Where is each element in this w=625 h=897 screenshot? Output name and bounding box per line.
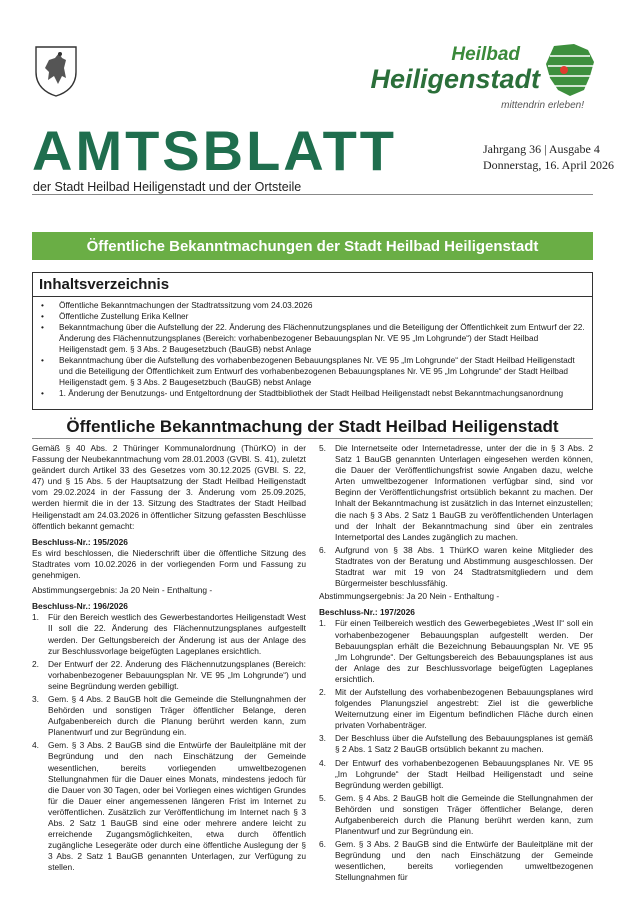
list-item: 4. Gem. § 3 Abs. 2 BauGB sind die Entwürfe der Bauleitpläne mit der Begründung und den nach Einschätzung der Gemeinde wesentlichen, bereits vorliegenden umweltbezogenen Stellungnahmen für die Dauer eines Monats, mindestens jedoch für die Dauer von 30 Tagen, oder bei Vorliegen eines wichtigen Grundes für die Dauer einer angemessenen längeren Frist im Internet zu veröffentlichen. Zusätzlich zur Veröffentlichung im Internet nach § 3 Abs. 2 Satz 1 BauGB sind eine oder mehrere andere leicht zu erreichende Zugangsmöglichkeiten, etwa durch öffentlich zugängliche Lesegeräte oder durch eine öffentliche Auslegung der § 3 Abs. 2 Satz 1 BauGB genannten Unterlagen, zur Verfügung zu stellen. bbox=[32, 740, 306, 873]
toc-item: • Bekanntmachung über die Aufstellung der 22. Änderung des Flächennutzungsplanes und die Beteiligung der Öffentlichkeit zum Entwurf der 22. Änderung des Flächennutzungsplanes (Bereich: vorhabenbezogener Bebauungsplan Nr. VE 95 „Im Lohgrunde“) der Stadt Heilbad Heiligenstadt gem. § 3 Abs. 2 Baugesetzbuch (BauGB) nebst Anlage bbox=[41, 322, 586, 355]
list-item: 5. Die Internetseite oder Internetadresse, unter der die in § 3 Abs. 2 Satz 1 BauGB genannten Unterlagen eingesehen werden können, die Dauer der Veröffentlichungsfrist sowie Angaben dazu, welche Arten umweltbezogener Informationen verfügbar sind, sind vor Beginn der Veröffentlichungsfrist ortsüblich bekannt zu machen. Der Inhalt der Bekanntmachung ist zusätzlich in das Internet einzustellen; die nach § 3 Abs. 2 Satz 1 BauGB zu veröffentlichenden Unterlagen und der Inhalt der Bekanntmachung sind über ein zentrales Internetportal des Landes zugänglich zu machen. bbox=[319, 443, 593, 542]
list-item: 5. Gem. § 4 Abs. 2 BauGB holt die Gemeinde die Stellungnahmen der Behörden und sonstigen Träger öffentlicher Belange, deren Aufgabenbereich durch die Planung berührt werden kann, zum Planentwurf und zur Begründung ein. bbox=[319, 792, 593, 837]
thuringia-map-icon bbox=[544, 42, 596, 98]
resolution-197-list bbox=[319, 618, 593, 883]
masthead-subtitle: der Stadt Heilbad Heiligenstadt und der Ortsteile bbox=[33, 180, 302, 194]
list-item: 3. Der Beschluss über die Aufstellung des Bebauungsplanes ist gemäß § 2 Abs. 1 Satz 2 BauGB ortsüblich bekannt zu machen. bbox=[319, 733, 593, 755]
resolution-197-heading: Beschluss-Nr.: 197/2026 bbox=[319, 607, 415, 618]
article-divider bbox=[32, 438, 593, 439]
resolution-195-text: Es wird beschlossen, die Niederschrift über die öffentliche Sitzung des Stadtrates vom 10.02.2026 in der vorliegenden Form und Fassung zu genehmigen. bbox=[32, 547, 306, 581]
resolution-195-heading: Beschluss-Nr.: 195/2026 bbox=[32, 536, 128, 547]
issue-volume: Jahrgang 36 | Ausgabe 4 bbox=[483, 142, 600, 156]
logo-heilbad: Heilbad bbox=[451, 44, 520, 65]
issue-info bbox=[483, 141, 614, 173]
list-item: 2. Mit der Aufstellung des vorhabenbezogenen Bebauungsplanes wird folgendes Planungsziel angestrebt: Ziel ist die gewerbliche Weiternutzung einer im Eigentum befindlichen Fläche durch einen privaten Vorhabenträger. bbox=[319, 686, 593, 731]
section-banner: Öffentliche Bekanntmachungen der Stadt Heilbad Heiligenstadt bbox=[32, 232, 593, 260]
toc-item: • Öffentliche Zustellung Erika Kellner bbox=[41, 311, 586, 322]
toc-item: • Öffentliche Bekanntmachungen der Stadtratssitzung vom 24.03.2026 bbox=[41, 300, 586, 311]
list-item: 6. Gem. § 3 Abs. 2 BauGB sind die Entwürfe der Bauleitpläne mit der Begründung und den nach Einschätzung der Gemeinde wesentlichen, bereits vorliegenden umweltbezogenen Stellungnahmen für bbox=[319, 839, 593, 883]
article-intro: Gemäß § 40 Abs. 2 Thüringer Kommunalordnung (ThürKO) in der Fassung der Neubekanntmachung vom 28.01.2003 (GVBl. S. 41), zuletzt geändert durch Artikel 33 des Gesetzes vom 30.12.2025 (GVBl. S. 22, 47) und § 15 Abs. 5 der Hauptsatzung der Stadt Heilbad Heiligenstadt vom 29.02.2024 in der Fassung der 3. Änderung vom 25.09.2025, werden hiermit die in der 13. Sitzung des Stadtrates der Stadt Heilbad Heiligenstadt am 24.03.2026 in öffentlicher Sitzung gefassten Beschlüsse öffentlich bekannt gemacht: bbox=[32, 443, 306, 531]
toc-title: Inhaltsverzeichnis bbox=[39, 276, 170, 293]
table-of-contents bbox=[32, 272, 593, 410]
list-item: 1. Für den Bereich westlich des Gewerbestandortes Heiligenstadt West II soll die 22. Änderung des Flächennutzungsplanes aufgestellt werden. Der Geltungsbereich der Änderung ist aus der Anlage des zur Beschlussvorlage beigefügten Lageplanes ersichtlich. bbox=[32, 612, 306, 656]
logo-tagline: mittendrin erleben! bbox=[501, 100, 584, 111]
city-crest-icon bbox=[33, 44, 79, 98]
article-column-right bbox=[319, 443, 593, 886]
resolution-196-list-continued bbox=[319, 443, 593, 589]
issue-date: Donnerstag, 16. April 2026 bbox=[483, 158, 614, 172]
resolution-196-list bbox=[32, 612, 306, 873]
article-column-left bbox=[32, 443, 306, 875]
logo-city-name: Heiligenstadt bbox=[370, 64, 540, 94]
header-divider bbox=[32, 194, 593, 195]
toc-divider bbox=[33, 296, 592, 297]
toc-item: • Bekanntmachung über die Aufstellung des vorhabenbezogenen Bebauungsplanes Nr. VE 95 „Im Lohgrunde“ der Stadt Heilbad Heiligenstadt und die Beteiligung der Öffentlichkeit zum Entwurf des vorhabenbezogenen Bebauungsplanes Nr. VE 95 „Im Lohgrunde“ der Stadt Heilbad Heiligenstadt gem. § 3 Abs. 2 Baugesetzbuch (BauGB) nebst Anlage bbox=[41, 355, 586, 388]
article-title: Öffentliche Bekanntmachung der Stadt Heilbad Heiligenstadt bbox=[66, 417, 559, 436]
vote-result: Abstimmungsergebnis: Ja 20 Nein - Enthaltung - bbox=[319, 591, 500, 602]
list-item: 2. Der Entwurf der 22. Änderung des Flächennutzungsplanes (Bereich: vorhabenbezogener Bebauungsplan Nr. VE 95 „Im Lohgrunde“) und seine Begründung werden gebilligt. bbox=[32, 658, 306, 691]
toc-item: • 1. Änderung der Benutzungs- und Entgeltordnung der Stadtbibliothek der Stadt Heilbad Heiligenstadt nebst Bekanntmachungsanordnung bbox=[41, 388, 586, 399]
list-item: 4. Der Entwurf des vorhabenbezogenen Bebauungsplanes Nr. VE 95 „Im Lohgrunde“ der Stadt Heilbad Heiligenstadt und seine Begründung werden gebilligt. bbox=[319, 757, 593, 790]
list-item: 6. Aufgrund von § 38 Abs. 1 ThürKO waren keine Mitglieder des Stadtrates von der Beratung und Abstimmung ausgeschlossen. Der Stadtrat war mit 19 von 24 Stadtratsmitgliedern und dem Bürgermeister beschlussfähig. bbox=[319, 544, 593, 589]
toc-list bbox=[41, 300, 586, 399]
list-item: 3. Gem. § 4 Abs. 2 BauGB holt die Gemeinde die Stellungnahmen der Behörden und sonstigen Träger öffentlicher Belange, deren Aufgabenbereich durch die Planung berührt werden kann, zum Planentwurf und zur Begründung ein. bbox=[32, 693, 306, 738]
vote-result: Abstimmungsergebnis: Ja 20 Nein - Enthaltung - bbox=[32, 585, 213, 596]
masthead-title: AMTSBLATT bbox=[32, 119, 397, 182]
resolution-196-heading: Beschluss-Nr.: 196/2026 bbox=[32, 601, 128, 612]
list-item: 1. Für einen Teilbereich westlich des Gewerbegebietes „West II“ soll ein vorhabenbezogener Bebauungsplan aufgestellt werden. Der Bebauungsplan erhält die Bezeichnung Bebauungsplan Nr. VE 95 „Im Lohgrunde“. Der Geltungsbereich des Bebauungsplanes ist aus der Anlage des zur Beschlussvorlage beigefügten Lageplanes ersichtlich. bbox=[319, 618, 593, 684]
city-logo bbox=[370, 38, 598, 118]
